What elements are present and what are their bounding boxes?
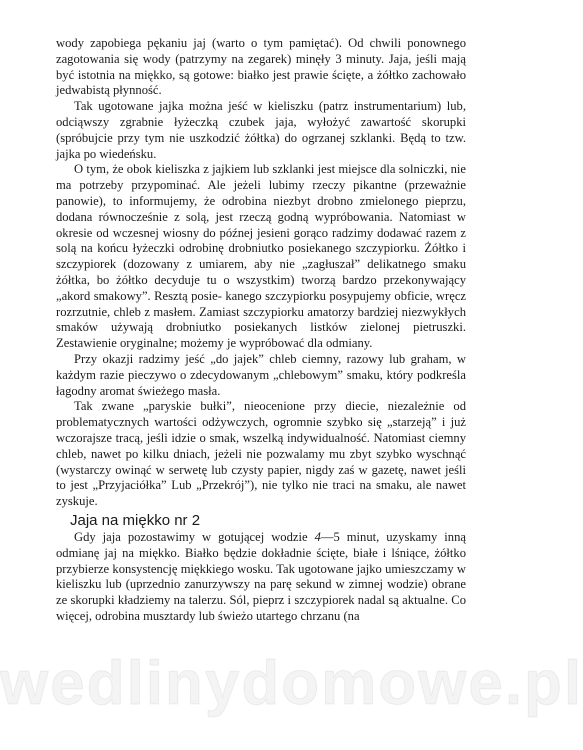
paragraph-bread: Przy okazji radzimy jeść „do jajek” chleb ciemny, razowy lub graham, w każdym razie pieczywo o zdecydowanym „chlebowym” smaku, który podkreśla łagodny aromat świeżego masła. [56,351,466,398]
document-page [56,36,466,625]
paragraph-serving: Tak ugotowane jajka można jeść w kieliszku (patrz instrumentarium) lub, odciąwszy zgrabnie łyżeczką czubek jaja, wyłożyć zawartość skorupki (spróbujcie przy tym nie uszkodzić żółtka) do ogrzanej szklanki. Będą to tzw. jajka po wiedeńsku. [56,99,466,161]
paragraph-seasoning: O tym, że obok kieliszka z jajkiem lub szklanki jest miejsce dla solniczki, nie ma potrzeby przypominać. Ale jeżeli lubimy rzeczy pikantne (przeważnie panowie), to informujemy, że odrobina niezbyt drobno zmielonego pieprzu, dodana równocześnie z solą, jest rzeczą godną wypróbowania. Natomiast w okresie od wczesnej wiosny do późnej jesieni gorąco radzimy dodawać razem z solą na końcu łyżeczki odrobinę drobniutko posiekanego szczypiorku. Żółtko i szczypiorek (dozowany z umiarem, aby nie „zagłuszał” delikatnego smaku żółtka, bo żółtko decyduje tu o wszystkim) tworzą bardzo przekonywający „akord smakowy”. Resztą posie- kanego szczypiorku posypujemy obficie, wręcz rozrzutnie, chleb z masłem. Zamiast szczypiorku amatorzy bardziej niezwykłych smaków używają drobniutko posiekanych listków zielonej pietruszki. Zestawienie oryginalne; możemy je wypróbować dla odmiany. [56,162,466,351]
last-paragraph-emph: 4 [314,529,321,544]
paragraph-rolls: Tak zwane „paryskie bułki”, nieocenione przy diecie, niezależnie od problematycznych wartości odżywczych, ogromnie szybko się „starzeją” i już wczorajsze tracą, jeśli idzie o smak, wszelką indywidualność. Natomiast ciemny chleb, nawet po kilku dniach, jeżeli nie pozwalamy mu zbyt szybko wyschnąć (wystarczy owinąć w serwetę lub czysty papier, nigdy zaś w gazetę, nawet jeśli to jest „Przyjaciółka” Lub „Przekrój”), nie tylko nie traci na smaku, ale nawet zyskuje. [56,399,466,509]
last-paragraph-start: Gdy jaja pozostawimy w gotującej wodzie [74,529,315,544]
last-paragraph-rest: —5 minut, uzyskamy inną odmianę jaj na miękko. Białko będzie dokładnie ścięte, białe i lśniące, żółtko przybierze konsystencję miękkiego wosku. Tak ugotowane jajko umieszczamy w kieliszku lub (uprzednio zanurzywszy na parę sekund w zimnej wodzie) obrane ze skorupki kładziemy na talerzu. Sól, pieprz i szczypiorek nadal są aktualne. Co więcej, odrobina musztardy lub świeżo utartego chrzanu (na [56,529,466,623]
paragraph-continued: wody zapobiega pękaniu jaj (warto o tym pamiętać). Od chwili ponownego zagotowania się wody (patrzymy na zegarek) minęły 3 minuty. Jaja, jeśli mają być istotnia na miękko, są gotowe: białko jest prawie ścięte, a żółtko zachowało jedwabistą płynność. [56,36,466,98]
watermark: wedlinydomowe.pl [0,649,583,718]
paragraph-soft-eggs-2 [56,530,466,625]
section-heading: Jaja na miękko nr 2 [70,511,201,529]
